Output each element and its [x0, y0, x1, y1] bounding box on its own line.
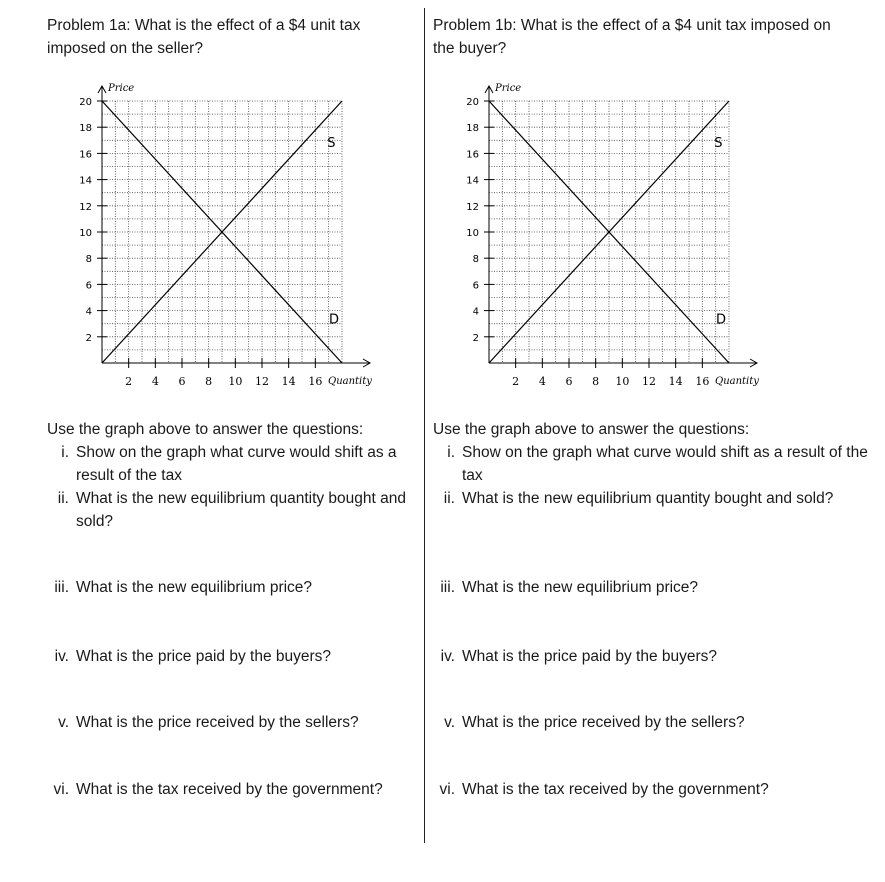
- problem-1a-column: [0, 0, 424, 882]
- y-tick-label: 2: [85, 332, 92, 344]
- x-tick-label: 4: [538, 375, 546, 388]
- question-number: i.: [61, 444, 69, 461]
- y-tick-label: 14: [466, 175, 479, 187]
- question-1a-v: [0, 711, 424, 734]
- supply-label: S: [714, 135, 723, 151]
- y-tick-label: 4: [85, 306, 92, 318]
- question-1a-i: [0, 441, 424, 487]
- question-1b-iii: [425, 576, 885, 599]
- question-1b-v: [425, 711, 885, 734]
- y-tick-label: 6: [85, 280, 92, 292]
- x-tick-label: 16: [695, 375, 710, 388]
- demand-label: D: [715, 312, 727, 328]
- x-tick-label: 14: [281, 375, 296, 388]
- x-tick-label: 12: [255, 375, 269, 388]
- y-tick-label: 18: [79, 123, 92, 135]
- y-tick-label: 8: [85, 254, 92, 266]
- x-tick-label: 8: [205, 375, 213, 388]
- supply-label: S: [327, 135, 336, 151]
- y-tick-label: 20: [79, 97, 92, 108]
- question-text: What is the new equilibrium quantity bought and sold?: [76, 490, 407, 530]
- question-number: vi.: [439, 781, 455, 798]
- problem-1b-title: Problem 1b: What is the effect of a $4 unit tax imposed on the buyer?: [433, 17, 831, 57]
- x-axis-label: Quantity: [715, 376, 759, 387]
- problem-1a-instructions: Use the graph above to answer the questions:: [47, 421, 364, 438]
- question-number: ii.: [57, 490, 69, 507]
- question-text: Show on the graph what curve would shift as a result of the tax: [462, 444, 868, 484]
- y-tick-label: 6: [472, 280, 479, 292]
- x-tick-label: 10: [228, 375, 243, 388]
- x-tick-label: 12: [642, 375, 656, 388]
- y-tick-label: 10: [79, 228, 92, 239]
- x-axis-label: Quantity: [328, 376, 372, 387]
- question-1b-ii: [425, 487, 885, 533]
- x-tick-label: 14: [668, 375, 683, 388]
- question-text: What is the tax received by the government?: [462, 781, 769, 798]
- y-tick-label: 16: [79, 149, 92, 161]
- x-tick-label: 6: [178, 375, 186, 388]
- y-tick-label: 16: [466, 149, 479, 161]
- question-number: iv.: [440, 648, 455, 665]
- x-tick-label: 2: [512, 375, 520, 388]
- question-text: Show on the graph what curve would shift as a result of the tax: [76, 444, 397, 484]
- y-tick-label: 8: [472, 254, 479, 266]
- question-number: iii.: [440, 579, 455, 596]
- question-text: What is the tax received by the government?: [76, 781, 383, 798]
- question-1a-iii: [0, 576, 424, 599]
- question-number: iii.: [54, 579, 69, 596]
- supply-demand-chart-1b: [447, 78, 777, 398]
- question-number: i.: [447, 444, 455, 461]
- question-1b-vi: [425, 778, 885, 801]
- x-tick-label: 16: [308, 375, 323, 388]
- y-tick-label: 14: [79, 175, 92, 187]
- y-tick-label: 10: [466, 228, 479, 239]
- y-tick-label: 20: [466, 97, 479, 108]
- question-1a-ii: [0, 487, 424, 533]
- supply-demand-chart-1a: [60, 78, 390, 398]
- question-1a-vi: [0, 778, 424, 801]
- question-number: v.: [444, 714, 455, 731]
- y-tick-label: 12: [79, 201, 92, 213]
- y-axis-label: Price: [495, 83, 522, 94]
- problem-1a-title: Problem 1a: What is the effect of a $4 unit tax imposed on the seller?: [47, 17, 361, 57]
- question-text: What is the price received by the sellers?: [76, 714, 359, 731]
- question-number: ii.: [443, 490, 455, 507]
- x-tick-label: 2: [125, 375, 133, 388]
- y-tick-label: 2: [472, 332, 479, 344]
- x-tick-label: 10: [615, 375, 630, 388]
- question-text: What is the price paid by the buyers?: [462, 648, 718, 665]
- question-number: iv.: [54, 648, 69, 665]
- demand-label: D: [328, 312, 340, 328]
- question-text: What is the new equilibrium quantity bought and sold?: [462, 490, 834, 507]
- x-tick-label: 6: [565, 375, 573, 388]
- y-tick-label: 18: [466, 123, 479, 135]
- question-text: What is the new equilibrium price?: [76, 579, 313, 596]
- question-1b-i: [425, 441, 885, 487]
- problem-1a-graph: [60, 78, 390, 398]
- question-number: v.: [58, 714, 69, 731]
- question-1a-iv: [0, 645, 424, 668]
- y-axis-label: Price: [108, 83, 135, 94]
- y-tick-label: 12: [466, 201, 479, 213]
- question-text: What is the price received by the sellers?: [462, 714, 745, 731]
- x-tick-label: 8: [592, 375, 600, 388]
- y-tick-label: 4: [472, 306, 479, 318]
- problem-1b-instructions: Use the graph above to answer the questions:: [433, 421, 750, 438]
- question-number: vi.: [53, 781, 69, 798]
- question-1b-iv: [425, 645, 885, 668]
- question-text: What is the new equilibrium price?: [462, 579, 699, 596]
- question-text: What is the price paid by the buyers?: [76, 648, 332, 665]
- problem-1b-graph: [447, 78, 777, 398]
- x-tick-label: 4: [151, 375, 159, 388]
